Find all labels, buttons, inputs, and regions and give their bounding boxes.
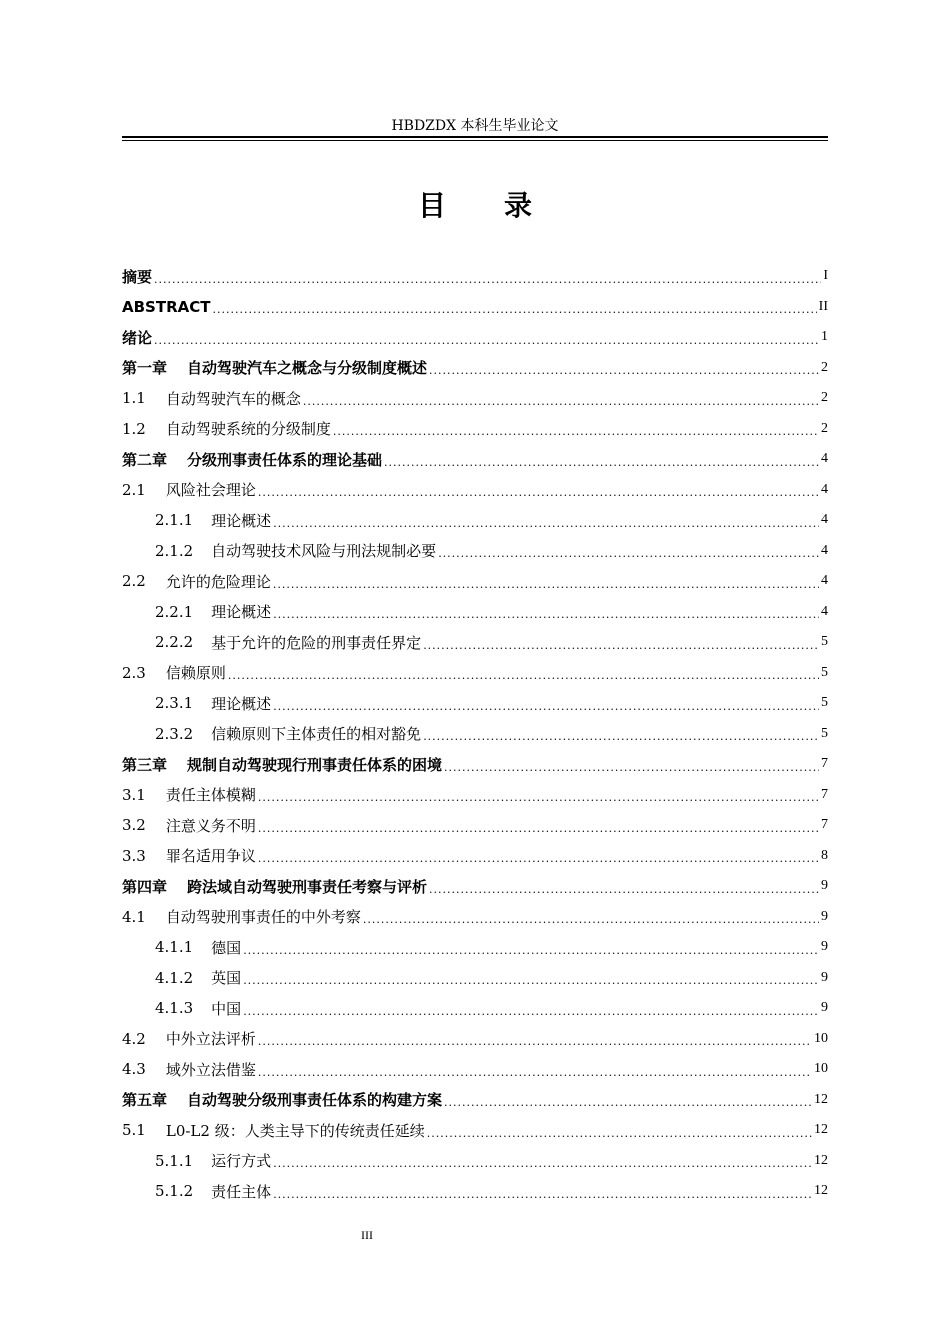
toc-entry-number: 1.2	[122, 419, 146, 438]
toc-entry[interactable]	[122, 810, 828, 841]
toc-entry-number: 4.1	[122, 907, 146, 926]
toc-entry-number: 4.1.3	[155, 999, 194, 1018]
toc-entry-title: 信赖原则下主体责任的相对豁免	[211, 725, 422, 744]
toc-page-number: 12	[814, 1152, 828, 1168]
toc-entry[interactable]	[122, 1146, 828, 1177]
dot-leader	[212, 305, 816, 322]
toc-entry[interactable]	[122, 597, 828, 628]
toc-entry-number: 5.1.2	[155, 1182, 194, 1201]
toc-page-number: 7	[821, 817, 828, 833]
dot-leader	[273, 519, 819, 536]
toc-entry[interactable]	[122, 993, 828, 1024]
dot-leader	[154, 336, 819, 353]
toc-entry-title: 责任主体	[211, 1182, 272, 1201]
toc-entry-title: 绪论	[122, 328, 153, 347]
toc-entry[interactable]	[122, 444, 828, 475]
dot-leader	[429, 366, 819, 383]
toc-entry-number: 2.1.2	[155, 541, 194, 560]
toc-entry-title: 允许的危险理论	[165, 572, 271, 591]
toc-entry-title: 德国	[211, 938, 242, 957]
toc-page-number: 5	[821, 664, 828, 680]
toc-entry-title: 罪名适用争议	[165, 847, 256, 866]
toc-entry-title: 自动驾驶刑事责任的中外考察	[165, 908, 361, 927]
toc-entry-number: 5.1	[122, 1121, 146, 1140]
toc-entry[interactable]	[122, 780, 828, 811]
toc-entry[interactable]	[122, 261, 828, 292]
toc-entry[interactable]	[122, 1054, 828, 1085]
toc-entry-title: 信赖原则	[165, 664, 226, 683]
dot-leader	[258, 1068, 812, 1085]
toc-entry[interactable]	[122, 627, 828, 658]
page-number-footer: III	[361, 1228, 373, 1242]
toc-entry-number: 4.1.1	[155, 938, 194, 957]
toc-page-number: 12	[814, 1122, 828, 1138]
dot-leader	[444, 1098, 812, 1115]
toc-entry[interactable]	[122, 322, 828, 353]
dot-leader	[154, 275, 821, 292]
toc-entry[interactable]	[122, 932, 828, 963]
toc-entry[interactable]	[122, 719, 828, 750]
toc-entry-number: 4.3	[122, 1060, 146, 1079]
toc-page-number: 9	[821, 878, 828, 894]
toc-page-number: 12	[814, 1183, 828, 1199]
toc-entry[interactable]	[122, 688, 828, 719]
toc-entry[interactable]	[122, 383, 828, 414]
dot-leader	[273, 580, 819, 597]
toc-page-number: 1	[821, 329, 828, 345]
toc-entry-number: 2.3.1	[155, 694, 194, 713]
toc-entry-title: 中外立法评析	[165, 1030, 256, 1049]
toc-entry[interactable]	[122, 902, 828, 933]
toc-page-number: 4	[821, 451, 828, 467]
header-rule-thin	[122, 140, 828, 141]
toc-entry-title: 自动驾驶分级刑事责任体系的构建方案	[187, 1091, 443, 1110]
toc-entry[interactable]	[122, 353, 828, 384]
toc-entry-number: 第二章	[122, 450, 168, 469]
toc-entry-title: 分级刑事责任体系的理论基础	[187, 450, 383, 469]
dot-leader	[423, 732, 819, 749]
toc-entry-title: 风险社会理论	[165, 481, 256, 500]
dot-leader	[423, 641, 819, 658]
toc-entry-number: 4.2	[122, 1029, 146, 1048]
toc-entry-title: 中国	[211, 999, 242, 1018]
header-rule-thick	[122, 136, 828, 138]
dot-leader	[273, 1159, 812, 1176]
toc-entry-number: 2.2	[122, 572, 146, 591]
toc-entry-number: 4.1.2	[155, 968, 194, 987]
toc-entry[interactable]	[122, 566, 828, 597]
dot-leader	[427, 1129, 812, 1146]
dot-leader	[363, 915, 819, 932]
toc-entry[interactable]	[122, 414, 828, 445]
dot-leader	[444, 763, 819, 780]
toc-entry[interactable]	[122, 871, 828, 902]
dot-leader	[243, 946, 819, 963]
toc-entry[interactable]	[122, 1176, 828, 1207]
toc-entry-title: 理论概述	[211, 511, 272, 530]
toc-entry[interactable]	[122, 1024, 828, 1055]
toc-page-number: 5	[821, 634, 828, 650]
toc-entry-number: 第五章	[122, 1091, 168, 1110]
toc-entry-title: ABSTRACT	[122, 297, 211, 316]
dot-leader	[303, 397, 819, 414]
toc-page-number: 5	[821, 695, 828, 711]
toc-entry[interactable]	[122, 1085, 828, 1116]
toc-entry-title: 域外立法借鉴	[165, 1060, 256, 1079]
dot-leader	[429, 885, 819, 902]
toc-entry-title: 责任主体模糊	[165, 786, 256, 805]
toc-page-number: 8	[821, 847, 828, 863]
toc-entry-number: 第一章	[122, 359, 168, 378]
toc-page-number: 9	[821, 939, 828, 955]
toc-entry-title: 英国	[211, 969, 242, 988]
dot-leader	[258, 488, 819, 505]
toc-page-number: 7	[821, 786, 828, 802]
toc-entry-number: 2.3.2	[155, 724, 194, 743]
dot-leader	[273, 610, 819, 627]
dot-leader	[438, 549, 819, 566]
toc-page-number: 10	[814, 1061, 828, 1077]
toc-entry-number: 1.1	[122, 389, 146, 408]
dot-leader	[258, 793, 819, 810]
toc-entry-title: 自动驾驶技术风险与刑法规制必要	[211, 542, 437, 561]
dot-leader	[333, 427, 819, 444]
toc-page-number: 4	[821, 542, 828, 558]
dot-leader	[258, 854, 819, 871]
toc-entry[interactable]	[122, 505, 828, 536]
toc-entry-title: 理论概述	[211, 694, 272, 713]
running-header: HBDZDX 本科生毕业论文	[391, 118, 559, 134]
toc-entry-title: 规制自动驾驶现行刑事责任体系的困境	[187, 755, 443, 774]
toc-page-number: 2	[821, 420, 828, 436]
toc-entry[interactable]	[122, 292, 828, 323]
toc-page-number: 12	[814, 1091, 828, 1107]
toc-page-number: 7	[821, 756, 828, 772]
dot-leader	[243, 1007, 819, 1024]
toc-entry[interactable]	[122, 1115, 828, 1146]
toc-entry-number: 5.1.1	[155, 1151, 194, 1170]
page-title: 目录	[417, 189, 590, 222]
toc-entry[interactable]	[122, 658, 828, 689]
toc-page-number: 5	[821, 725, 828, 741]
toc-entry[interactable]	[122, 475, 828, 506]
toc-page-number: 2	[821, 390, 828, 406]
toc-entry[interactable]	[122, 536, 828, 567]
toc-entry-title: 跨法域自动驾驶刑事责任考察与评析	[187, 877, 428, 896]
toc-page-number: 4	[821, 573, 828, 589]
toc-entry-title: 注意义务不明	[165, 816, 256, 835]
toc-entry[interactable]	[122, 749, 828, 780]
toc-page-number: I	[823, 268, 828, 284]
toc-page-number: II	[818, 298, 828, 314]
toc-entry-number: 2.1.1	[155, 511, 194, 530]
toc-entry-title: 摘要	[122, 267, 153, 286]
toc-entry-number: 2.3	[122, 663, 146, 682]
dot-leader	[273, 702, 819, 719]
toc-entry-number: 2.1	[122, 480, 146, 499]
toc-page-number: 4	[821, 512, 828, 528]
toc-entry-number: 2.2.2	[155, 633, 194, 652]
toc-entry[interactable]	[122, 841, 828, 872]
dot-leader	[243, 976, 819, 993]
toc-entry-title: 运行方式	[211, 1152, 272, 1171]
toc-entry-title: L0-L2 级：人类主导下的传统责任延续	[165, 1121, 425, 1140]
toc-entry-number: 3.2	[122, 816, 146, 835]
toc-entry-title: 理论概述	[211, 603, 272, 622]
toc-page-number: 2	[821, 359, 828, 375]
dot-leader	[258, 1037, 812, 1054]
toc-entry-number: 3.1	[122, 785, 146, 804]
toc-page-number: 4	[821, 603, 828, 619]
toc-entry-number: 3.3	[122, 846, 146, 865]
table-of-contents	[122, 261, 828, 1207]
toc-entry-title: 基于允许的危险的刑事责任界定	[211, 633, 422, 652]
toc-page-number: 10	[814, 1030, 828, 1046]
toc-entry-title: 自动驾驶汽车的概念	[165, 389, 301, 408]
toc-page-number: 9	[821, 969, 828, 985]
dot-leader	[258, 824, 819, 841]
toc-page-number: 9	[821, 1000, 828, 1016]
toc-entry-number: 2.2.1	[155, 602, 194, 621]
dot-leader	[384, 458, 819, 475]
toc-entry-number: 第三章	[122, 755, 168, 774]
toc-page-number: 9	[821, 908, 828, 924]
dot-leader	[273, 1190, 812, 1207]
toc-entry[interactable]	[122, 963, 828, 994]
dot-leader	[228, 671, 819, 688]
toc-page-number: 4	[821, 481, 828, 497]
toc-entry-number: 第四章	[122, 877, 168, 896]
toc-entry-title: 自动驾驶汽车之概念与分级制度概述	[187, 359, 428, 378]
toc-entry-title: 自动驾驶系统的分级制度	[165, 420, 331, 439]
